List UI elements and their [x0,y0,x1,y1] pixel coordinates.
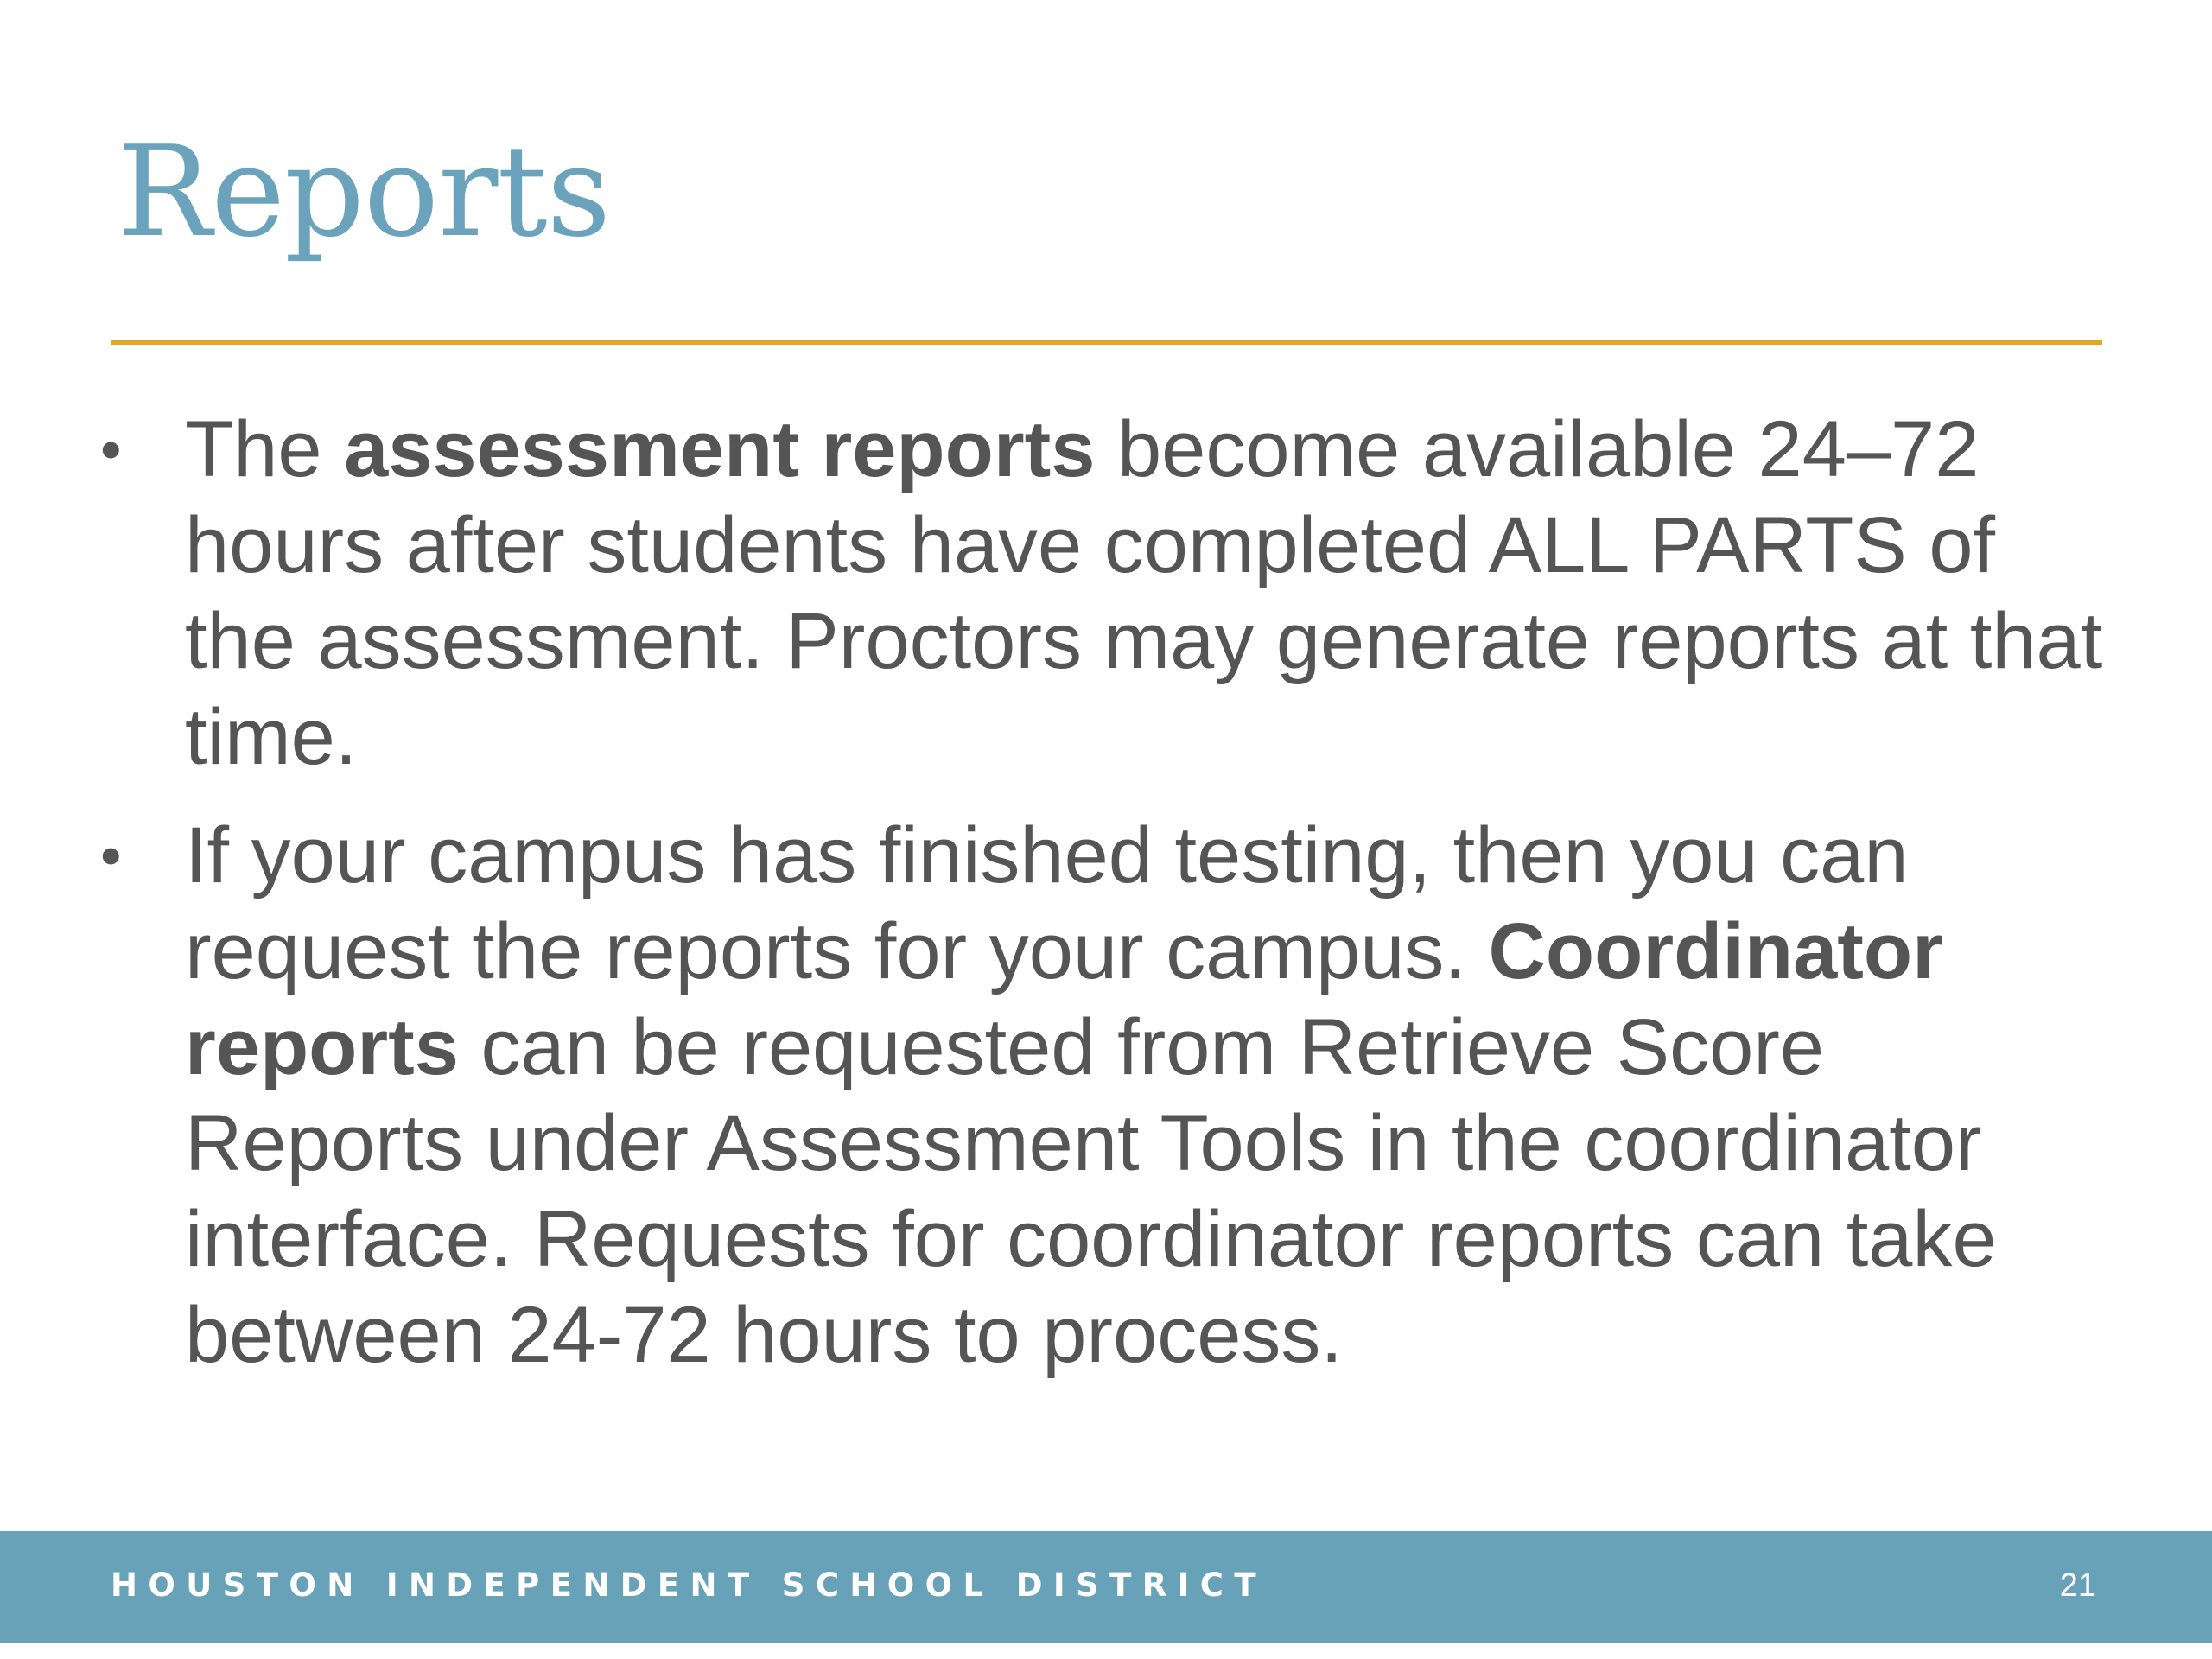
bullet-text-segment: become available 24–72 hours after students have completed ALL PARTS of the assessment. Proctors may generate reports at that time. [185,405,2103,781]
bullet-item-2 [95,808,2117,1383]
footer-organization: HOUSTON INDEPENDENT SCHOOL DISTRICT [111,1567,1267,1604]
bullet-item-1 [95,402,2117,785]
bullet-text-bold: Coordinator reports [185,907,1943,1091]
bullet-text-segment: The [185,405,345,493]
bullet-text-bold: assessment reports [344,405,1096,493]
bullet-text-segment: can be requested from Retrieve Score Reports under Assessment Tools in the coordinator interface. Requests for coordinator reports can take between 24-72 hours to process. [185,1003,1997,1379]
title-divider [111,340,2102,345]
slide-title: Reports [118,119,611,265]
bullet-text-segment: If your campus has finished testing, then you can request the reports for your campus. [185,811,1909,995]
bullet-icon: • [100,822,122,889]
bullet-list [95,402,2117,1406]
footer-bar [0,1531,2212,1643]
bullet-icon: • [100,416,122,483]
page-number: 21 [2059,1567,2096,1604]
